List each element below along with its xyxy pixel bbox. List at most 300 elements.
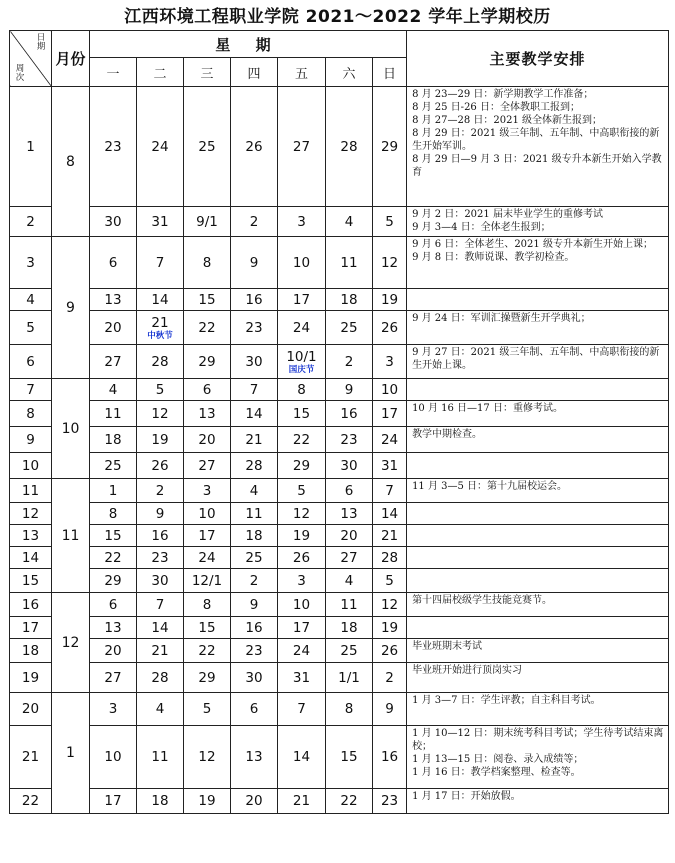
date-value: 17 <box>292 619 311 636</box>
date-cell-sun <box>373 311 407 345</box>
week-row <box>10 453 669 479</box>
week-row <box>10 237 669 289</box>
week-row <box>10 593 669 617</box>
date-cell-sun <box>373 427 407 453</box>
week-row <box>10 663 669 693</box>
date-cell-fri <box>278 569 326 593</box>
date-value: 11 <box>245 505 263 522</box>
date-value: 12 <box>198 749 216 765</box>
date-cell-mon <box>90 789 137 814</box>
date-value: 13 <box>245 749 263 765</box>
date-cell-sat <box>326 617 373 639</box>
date-cell-sun <box>373 345 407 379</box>
week-row <box>10 789 669 814</box>
date-value: 22 <box>340 793 358 809</box>
arrangement-note: 10 月 16 日—17 日：重修考试。 <box>412 403 563 414</box>
arrangement-cell <box>407 693 669 726</box>
date-value: 14 <box>151 291 169 308</box>
month-header: 月份 <box>52 31 90 87</box>
date-value: 22 <box>198 319 216 336</box>
date-cell-fri <box>278 453 326 479</box>
arrangement-note: 1 月 10—12 日：期末统考科目考试；学生待考试结束离校； <box>412 728 664 752</box>
date-value: 12/1 <box>191 572 223 589</box>
date-value: 7 <box>385 482 394 499</box>
date-cell-sat <box>326 525 373 547</box>
date-cell-thu <box>231 237 278 289</box>
date-value: 12 <box>380 596 399 613</box>
date-cell-sat <box>326 311 373 345</box>
date-value: 28 <box>245 457 263 474</box>
date-cell-mon <box>90 427 137 453</box>
date-value: 23 <box>104 138 122 155</box>
date-value: 16 <box>380 749 399 765</box>
date-value: 30 <box>245 669 263 686</box>
month-cell: 8 <box>52 87 90 237</box>
date-value: 20 <box>245 793 263 809</box>
date-cell-wed <box>184 639 231 663</box>
date-cell-wed <box>184 569 231 593</box>
date-value: 22 <box>292 431 311 448</box>
date-value: 9 <box>385 701 394 717</box>
date-value: 3 <box>108 701 118 717</box>
day-header-tue: 二 <box>137 58 184 87</box>
date-value: 29 <box>292 457 311 474</box>
week-row <box>10 479 669 503</box>
date-cell-tue <box>137 401 184 427</box>
week-number: 12 <box>10 503 52 525</box>
date-value: 19 <box>151 431 169 448</box>
day-header-sat: 六 <box>326 58 373 87</box>
week-row <box>10 639 669 663</box>
date-value: 27 <box>198 457 216 474</box>
arrangement-cell <box>407 345 669 379</box>
date-cell-sat <box>326 503 373 525</box>
date-value: 5 <box>385 213 394 230</box>
date-value: 23 <box>151 549 169 566</box>
date-value: 10/1 <box>286 348 317 365</box>
date-value: 21 <box>292 793 311 809</box>
date-value: 1 <box>108 482 118 499</box>
date-cell-sat <box>326 345 373 379</box>
date-cell-tue <box>137 289 184 311</box>
date-cell-fri <box>278 726 326 789</box>
week-number: 7 <box>10 379 52 401</box>
date-value: 5 <box>155 381 165 398</box>
diag-date-label: 日期 <box>36 33 46 52</box>
date-cell-sat <box>326 663 373 693</box>
month-cell: 12 <box>52 593 90 693</box>
week-row <box>10 379 669 401</box>
date-value: 16 <box>245 619 263 636</box>
date-cell-thu <box>231 289 278 311</box>
date-value: 8 <box>344 701 354 717</box>
arrangement-note: 9 月 3—4 日：全体老生报到； <box>412 222 551 233</box>
date-value: 18 <box>340 291 358 308</box>
date-value: 19 <box>380 619 399 636</box>
date-value: 10 <box>104 749 122 765</box>
week-row <box>10 547 669 569</box>
date-cell-tue <box>137 593 184 617</box>
date-cell-wed <box>184 87 231 207</box>
date-value: 6 <box>344 482 354 499</box>
date-value: 17 <box>292 291 311 308</box>
date-value: 26 <box>151 457 169 474</box>
arrangement-note: 9 月 6 日：全体老生、2021 级专升本新生开始上课； <box>412 239 653 250</box>
date-value: 8 <box>202 254 212 271</box>
date-cell-mon <box>90 379 137 401</box>
diag-week-label: 周次 <box>15 64 25 83</box>
date-cell-wed <box>184 401 231 427</box>
day-header-sun: 日 <box>373 58 407 87</box>
arrangement-cell <box>407 401 669 427</box>
arrangement-note: 1 月 13—15 日：阅卷、录入成绩等； <box>412 754 584 765</box>
date-value: 17 <box>380 405 399 422</box>
date-value: 12 <box>380 254 399 271</box>
date-value: 29 <box>198 669 216 686</box>
date-cell-wed <box>184 726 231 789</box>
date-cell-sat <box>326 639 373 663</box>
date-cell-sat <box>326 427 373 453</box>
arrangement-cell <box>407 639 669 663</box>
date-value: 29 <box>104 572 122 589</box>
date-value: 21 <box>151 642 169 659</box>
date-cell-tue <box>137 311 184 345</box>
date-value: 20 <box>104 319 122 336</box>
date-value: 6 <box>108 596 118 613</box>
week-number: 16 <box>10 593 52 617</box>
date-value: 16 <box>340 405 358 422</box>
arrangement-cell <box>407 789 669 814</box>
date-cell-fri <box>278 639 326 663</box>
arrangement-cell <box>407 237 669 289</box>
date-cell-thu <box>231 207 278 237</box>
arrangement-note: 9 月 8 日：教师说课、教学初检查。 <box>412 252 575 263</box>
date-cell-wed <box>184 547 231 569</box>
arrangement-note: 1 月 17 日：开始放假。 <box>412 791 521 802</box>
date-cell-tue <box>137 547 184 569</box>
date-value: 26 <box>245 138 263 155</box>
date-value: 28 <box>340 138 358 155</box>
date-cell-sat <box>326 379 373 401</box>
date-cell-sun <box>373 207 407 237</box>
date-cell-sun <box>373 401 407 427</box>
date-cell-wed <box>184 453 231 479</box>
date-cell-sun <box>373 289 407 311</box>
date-value: 5 <box>297 482 306 499</box>
calendar-table <box>9 30 669 814</box>
arrangement-cell <box>407 547 669 569</box>
date-value: 30 <box>151 572 169 589</box>
date-value: 17 <box>198 527 216 544</box>
week-row <box>10 693 669 726</box>
date-value: 4 <box>249 482 259 499</box>
date-cell-thu <box>231 726 278 789</box>
date-cell-thu <box>231 693 278 726</box>
date-value: 11 <box>104 405 122 422</box>
date-value: 25 <box>340 642 358 659</box>
date-cell-mon <box>90 345 137 379</box>
arrangement-cell <box>407 427 669 453</box>
date-cell-mon <box>90 593 137 617</box>
date-value: 14 <box>292 749 311 765</box>
date-cell-sat <box>326 401 373 427</box>
week-number: 11 <box>10 479 52 503</box>
date-value: 9/1 <box>196 213 218 230</box>
arrangement-cell <box>407 289 669 311</box>
week-row <box>10 525 669 547</box>
date-value: 4 <box>108 381 118 398</box>
week-number: 2 <box>10 207 52 237</box>
arrangement-note: 8 月 23—29 日：新学期教学工作准备； <box>412 89 594 100</box>
date-cell-mon <box>90 726 137 789</box>
date-value: 23 <box>245 319 263 336</box>
date-cell-wed <box>184 617 231 639</box>
month-cell: 1 <box>52 693 90 814</box>
date-cell-sat <box>326 207 373 237</box>
date-cell-thu <box>231 593 278 617</box>
date-value: 13 <box>104 619 122 636</box>
date-cell-sun <box>373 525 407 547</box>
date-cell-mon <box>90 401 137 427</box>
date-cell-fri <box>278 401 326 427</box>
arrangement-note: 教学中期检查。 <box>412 429 483 440</box>
date-cell-sat <box>326 693 373 726</box>
date-cell-tue <box>137 453 184 479</box>
date-value: 26 <box>380 642 399 659</box>
date-cell-wed <box>184 479 231 503</box>
date-value: 14 <box>151 619 169 636</box>
week-row <box>10 401 669 427</box>
date-value: 1/1 <box>338 669 360 686</box>
date-value: 3 <box>202 482 212 499</box>
date-cell-mon <box>90 639 137 663</box>
date-cell-fri <box>278 87 326 207</box>
date-cell-fri <box>278 547 326 569</box>
date-value: 31 <box>151 213 169 230</box>
date-cell-sun <box>373 237 407 289</box>
arrangement-note: 毕业班期末考试 <box>412 641 483 652</box>
date-cell-fri <box>278 789 326 814</box>
date-value: 24 <box>292 319 311 336</box>
date-cell-mon <box>90 207 137 237</box>
date-cell-thu <box>231 453 278 479</box>
date-value: 24 <box>380 431 399 448</box>
date-cell-mon <box>90 87 137 207</box>
date-cell-sat <box>326 453 373 479</box>
weekday-group-header: 星 期 <box>90 31 407 58</box>
date-value: 7 <box>155 254 165 271</box>
date-value: 11 <box>151 749 169 765</box>
week-number: 20 <box>10 693 52 726</box>
arrangement-cell <box>407 479 669 503</box>
date-cell-wed <box>184 693 231 726</box>
date-cell-tue <box>137 693 184 726</box>
date-value: 8 <box>202 596 212 613</box>
arrangement-note: 1 月 16 日：教学档案整理、检查等。 <box>412 767 581 778</box>
date-cell-wed <box>184 345 231 379</box>
date-cell-sat <box>326 547 373 569</box>
week-row <box>10 87 669 207</box>
arrangement-note: 11 月 3—5 日：第十九届校运会。 <box>412 481 568 492</box>
date-cell-sun <box>373 639 407 663</box>
date-cell-sun <box>373 503 407 525</box>
arrangement-cell <box>407 663 669 693</box>
date-cell-sun <box>373 726 407 789</box>
week-row <box>10 569 669 593</box>
date-value: 25 <box>104 457 122 474</box>
date-cell-thu <box>231 401 278 427</box>
date-cell-wed <box>184 593 231 617</box>
date-value: 18 <box>340 619 358 636</box>
date-value: 19 <box>380 291 399 308</box>
date-value: 27 <box>104 353 122 370</box>
date-cell-wed <box>184 207 231 237</box>
date-value: 18 <box>245 527 263 544</box>
date-value: 3 <box>385 353 394 370</box>
date-cell-sat <box>326 87 373 207</box>
date-cell-tue <box>137 379 184 401</box>
date-cell-mon <box>90 663 137 693</box>
arrangement-cell <box>407 525 669 547</box>
date-value: 12 <box>292 505 311 522</box>
date-cell-tue <box>137 617 184 639</box>
date-value: 2 <box>249 213 259 230</box>
date-cell-sat <box>326 593 373 617</box>
date-value: 10 <box>380 381 399 398</box>
week-number: 5 <box>10 311 52 345</box>
holiday-mid-autumn-label: 中秋节 <box>147 330 173 341</box>
date-value: 30 <box>245 353 263 370</box>
date-cell-thu <box>231 427 278 453</box>
date-value: 24 <box>198 549 216 566</box>
date-cell-mon <box>90 311 137 345</box>
date-cell-sun <box>373 479 407 503</box>
date-cell-thu <box>231 525 278 547</box>
week-row <box>10 207 669 237</box>
date-value: 7 <box>297 701 306 717</box>
date-cell-thu <box>231 617 278 639</box>
arrangement-note: 8 月 25 日-26 日：全体教职工报到； <box>412 102 580 113</box>
date-value: 13 <box>104 291 122 308</box>
date-value: 10 <box>292 596 311 613</box>
week-number: 15 <box>10 569 52 593</box>
date-cell-thu <box>231 311 278 345</box>
date-cell-wed <box>184 289 231 311</box>
arrangement-note: 9 月 27 日：2021 级三年制、五年制、中高职衔接的新生开始上课。 <box>412 347 660 371</box>
date-cell-thu <box>231 789 278 814</box>
week-number: 22 <box>10 789 52 814</box>
date-cell-sun <box>373 789 407 814</box>
week-number: 14 <box>10 547 52 569</box>
date-cell-sun <box>373 663 407 693</box>
week-number: 13 <box>10 525 52 547</box>
date-value: 5 <box>385 572 394 589</box>
date-cell-wed <box>184 427 231 453</box>
date-value: 19 <box>292 527 311 544</box>
date-cell-sun <box>373 693 407 726</box>
week-row <box>10 617 669 639</box>
date-value: 19 <box>198 793 216 809</box>
date-value: 26 <box>292 549 311 566</box>
date-value: 8 <box>108 505 118 522</box>
date-cell-mon <box>90 569 137 593</box>
date-cell-wed <box>184 311 231 345</box>
date-value: 18 <box>104 431 122 448</box>
date-value: 26 <box>380 319 399 336</box>
date-value: 14 <box>245 405 263 422</box>
date-value: 11 <box>340 596 358 613</box>
day-header-thu: 四 <box>231 58 278 87</box>
date-cell-thu <box>231 345 278 379</box>
arrangement-note: 1 月 3—7 日：学生评教；自主科目考试。 <box>412 695 601 706</box>
month-cell: 11 <box>52 479 90 593</box>
date-value: 9 <box>249 254 259 271</box>
date-value: 28 <box>151 353 169 370</box>
date-value: 21 <box>245 431 263 448</box>
day-header-mon: 一 <box>90 58 137 87</box>
date-cell-thu <box>231 547 278 569</box>
week-number: 4 <box>10 289 52 311</box>
date-value: 31 <box>292 669 311 686</box>
date-cell-mon <box>90 289 137 311</box>
date-cell-fri <box>278 593 326 617</box>
date-cell-thu <box>231 87 278 207</box>
date-value: 25 <box>340 319 358 336</box>
week-number: 19 <box>10 663 52 693</box>
date-cell-wed <box>184 663 231 693</box>
date-cell-tue <box>137 789 184 814</box>
week-row <box>10 503 669 525</box>
date-cell-mon <box>90 525 137 547</box>
date-cell-fri <box>278 289 326 311</box>
date-cell-thu <box>231 479 278 503</box>
date-cell-mon <box>90 617 137 639</box>
date-cell-fri <box>278 503 326 525</box>
date-value: 29 <box>198 353 216 370</box>
date-value: 14 <box>380 505 399 522</box>
date-cell-fri <box>278 237 326 289</box>
date-cell-tue <box>137 345 184 379</box>
arrangement-cell <box>407 453 669 479</box>
date-value: 6 <box>202 381 212 398</box>
date-value: 29 <box>380 138 399 155</box>
date-cell-thu <box>231 663 278 693</box>
arrangement-note: 8 月 29 日：2021 级三年制、五年制、中高职衔接的新生开始军训。 <box>412 128 660 152</box>
date-cell-fri <box>278 379 326 401</box>
date-cell-sat <box>326 237 373 289</box>
date-value: 4 <box>344 572 354 589</box>
date-value: 27 <box>292 138 311 155</box>
date-cell-tue <box>137 87 184 207</box>
date-cell-fri <box>278 207 326 237</box>
date-value: 27 <box>104 669 122 686</box>
arrangement-cell <box>407 503 669 525</box>
date-value: 8 <box>297 381 306 398</box>
date-value: 23 <box>245 642 263 659</box>
date-value: 2 <box>155 482 165 499</box>
week-row <box>10 289 669 311</box>
arrangement-cell <box>407 87 669 207</box>
date-value: 7 <box>155 596 165 613</box>
arrangement-cell <box>407 726 669 789</box>
arrangement-note: 8 月 29 日—9 月 3 日：2021 级专升本新生开始入学教育 <box>412 154 662 178</box>
week-number: 8 <box>10 401 52 427</box>
date-value: 12 <box>151 405 169 422</box>
date-cell-mon <box>90 503 137 525</box>
date-value: 3 <box>297 572 306 589</box>
date-value: 13 <box>340 505 358 522</box>
week-number: 17 <box>10 617 52 639</box>
